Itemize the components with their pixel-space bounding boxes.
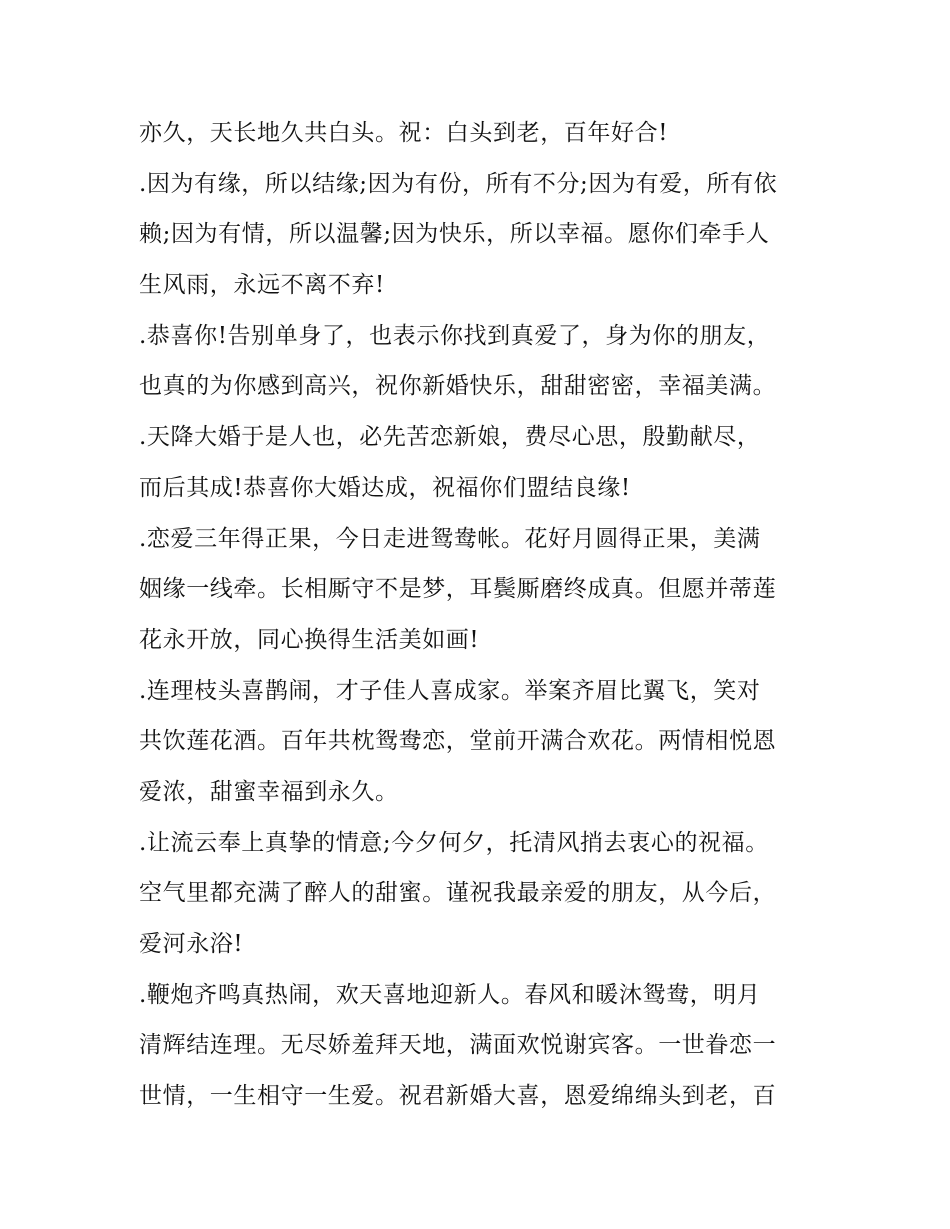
text-line: .让流云奉上真挚的情意;今夕何夕，托清风捎去衷心的祝福。 [139, 829, 769, 856]
text-line: .天降大婚于是人也，必先苦恋新娘，费尽心思，殷勤献尽， [139, 424, 761, 451]
text-line: 共饮莲花酒。百年共枕鸳鸯恋，堂前开满合欢花。两情相悦恩 [139, 728, 777, 755]
text-line: .鞭炮齐鸣真热闹，欢天喜地迎新人。春风和暖沐鸳鸯，明月 [139, 981, 761, 1008]
text-line: 赖;因为有情，所以温馨;因为快乐，所以幸福。愿你们牵手人 [139, 221, 770, 248]
text-line: 爱河永浴! [139, 931, 244, 957]
text-line: 空气里都充满了醉人的甜蜜。谨祝我最亲爱的朋友，从今后， [139, 880, 777, 907]
text-line: 也真的为你感到高兴，祝你新婚快乐，甜甜密密，幸福美满。 [139, 373, 777, 400]
text-line: 生风雨，永远不离不弃! [139, 272, 385, 299]
text-line: 爱浓，甜蜜幸福到永久。 [139, 778, 399, 805]
text-line: .因为有缘，所以结缘;因为有份，所有不分;因为有爱，所有依 [139, 170, 778, 197]
text-line: 姻缘一线牵。长相厮守不是梦，耳鬓厮磨终成真。但愿并蒂莲 [139, 576, 777, 603]
text-line: 亦久，天长地久共白头。祝：白头到老，百年好合! [139, 120, 669, 146]
text-line: 而后其成!恭喜你大婚达成，祝福你们盟结良缘! [139, 474, 631, 501]
document-body [139, 108, 829, 1122]
text-line: 世情，一生相守一生爱。祝君新婚大喜，恩爱绵绵头到老，百 [139, 1083, 777, 1110]
text-line: .恋爱三年得正果，今日走进鸳鸯帐。花好月圆得正果，美满 [139, 525, 761, 552]
text-line: .恭喜你!告别单身了，也表示你找到真爱了，身为你的朋友， [139, 322, 771, 349]
text-line: 花永开放，同心换得生活美如画! [139, 626, 480, 653]
text-line: 清辉结连理。无尽娇羞拜天地，满面欢悦谢宾客。一世眷恋一 [139, 1032, 777, 1059]
text-line: .连理枝头喜鹊闹，才子佳人喜成家。举案齐眉比翼飞，笑对 [139, 677, 761, 704]
